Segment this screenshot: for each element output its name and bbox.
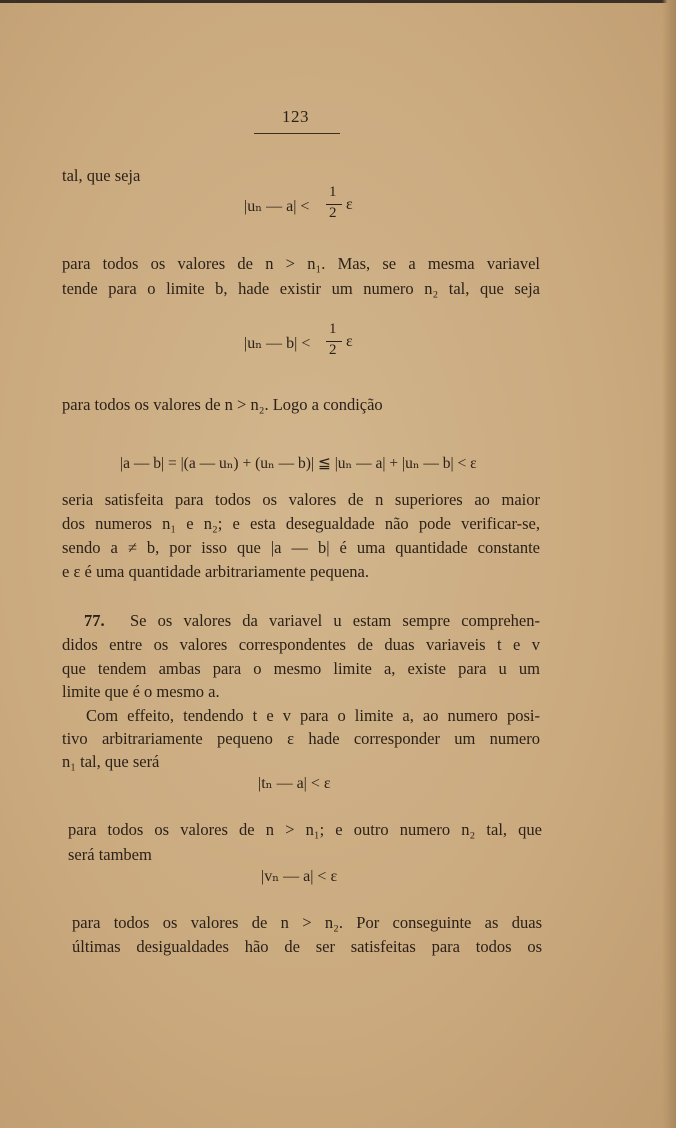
text-line-4: para todos os valores de n > n₂. Logo a condição <box>62 395 383 414</box>
page-number-rule <box>254 133 340 134</box>
text-line-18: para todos os valores de n > n₂. Por conseguinte as duas <box>72 913 542 932</box>
formula-5: |vₙ — a| < ε <box>261 868 338 885</box>
formula-1-epsilon: ε <box>346 196 353 213</box>
formula-2-numerator: 1 <box>329 321 337 337</box>
text-line-13: Com effeito, tendendo t e v para o limite a, ao numero posi- <box>86 706 540 725</box>
text-line-1: tal, que seja <box>62 166 141 185</box>
text-line-6: dos numeros n₁ e n₂; e esta desegualdade não pode verificar-se, <box>62 514 540 533</box>
text-line-16: para todos os valores de n > n₁; e outro numero n₂ tal, que <box>68 820 542 839</box>
text-line-19: últimas desigualdades hão de ser satisfeitas para todos os <box>72 937 542 956</box>
formula-4: |tₙ — a| < ε <box>258 775 331 792</box>
formula-2-denominator: 2 <box>329 342 337 358</box>
formula-2-left: |uₙ — b| < <box>244 335 311 352</box>
formula-1-denominator: 2 <box>329 205 337 221</box>
page-number: 123 <box>282 107 309 126</box>
text-line-10: didos entre os valores correspondentes de duas variaveis t e v <box>62 635 540 654</box>
formula-2-epsilon: ε <box>346 333 353 350</box>
formula-1-numerator: 1 <box>329 184 337 200</box>
text-line-14: tivo arbitrariamente pequeno ε hade corresponder um numero <box>62 729 540 748</box>
page-right-edge <box>662 0 676 1128</box>
formula-1-left: |uₙ — a| < <box>244 198 310 215</box>
text-line-2: para todos os valores de n > n₁. Mas, se a mesma variavel <box>62 254 540 273</box>
section-number-77: 77. <box>84 611 105 630</box>
text-line-3: tende para o limite b, hade existir um numero n₂ tal, que seja <box>62 279 540 298</box>
text-line-5: seria satisfeita para todos os valores de n superiores ao maior <box>62 490 540 509</box>
text-line-17: será tambem <box>68 845 152 864</box>
text-line-7: sendo a ≠ b, por isso que |a — b| é uma quantidade constante <box>62 538 540 557</box>
text-line-9: Se os valores da variavel u estam sempre comprehen- <box>130 611 540 630</box>
text-line-8: e ε é uma quantidade arbitrariamente pequena. <box>62 562 369 581</box>
formula-3: |a — b| = |(a — uₙ) + (uₙ — b)| ≦ |uₙ — a| + |uₙ — b| < ε <box>120 455 477 472</box>
text-line-11: que tendem ambas para o mesmo limite a, existe para u um <box>62 659 540 678</box>
text-line-15: n₁ tal, que será <box>62 752 160 771</box>
page-top-edge <box>0 0 676 3</box>
text-line-12: limite que é o mesmo a. <box>62 682 220 701</box>
